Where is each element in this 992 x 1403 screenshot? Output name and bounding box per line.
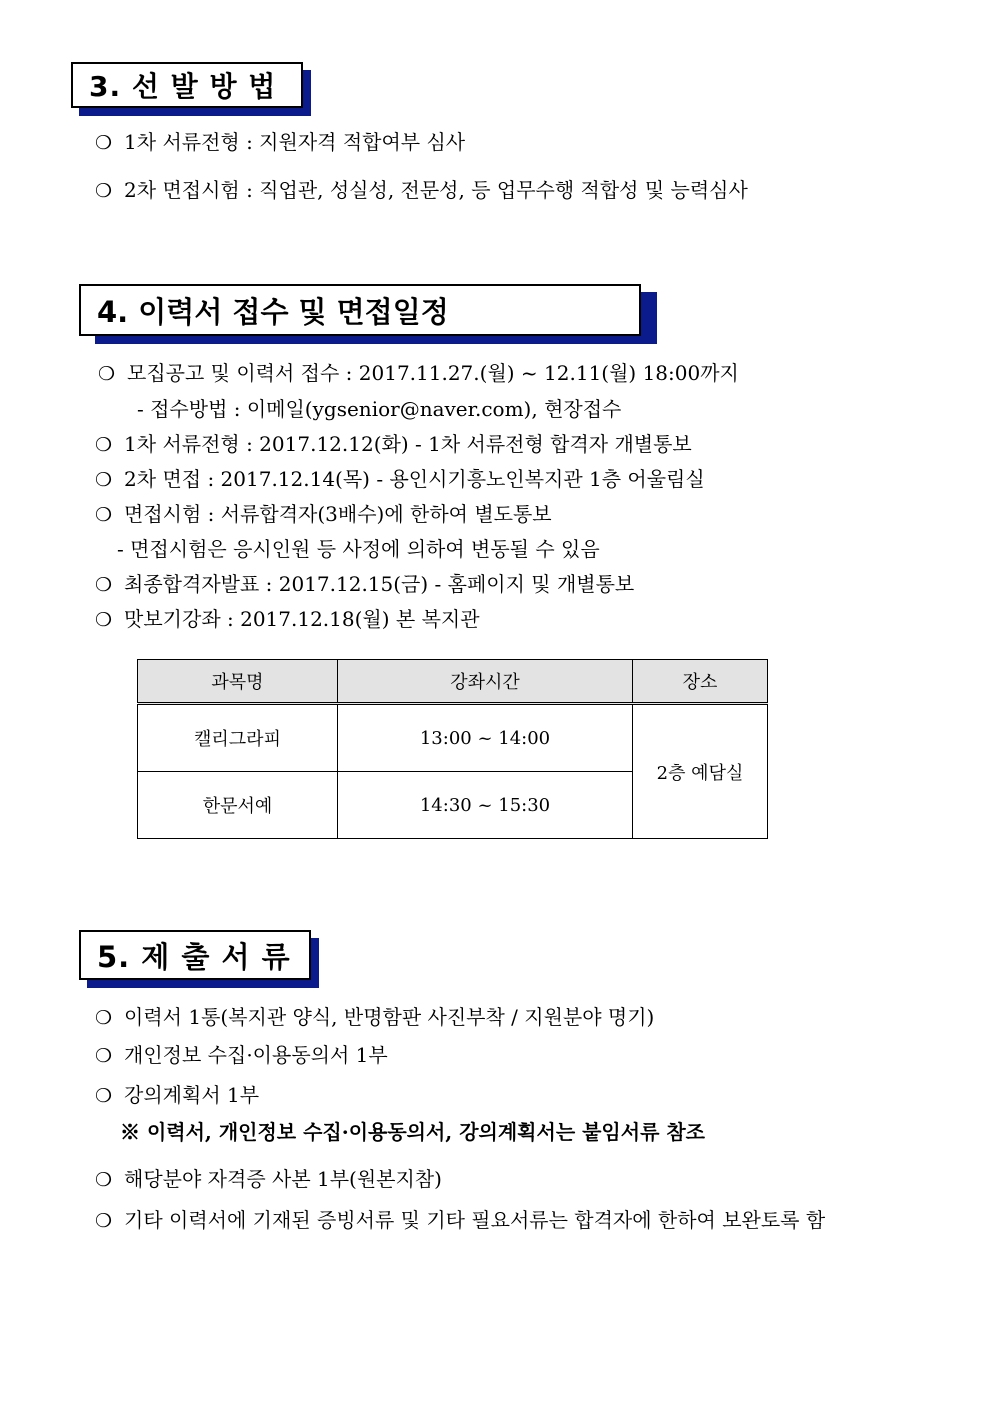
section5-item: ❍ 이력서 1통(복지관 양식, 반명함판 사진부착 / 지원분야 명기) [95, 1005, 655, 1029]
circle-bullet-icon: ❍ [95, 1007, 113, 1029]
section4-item: ❍ 2차 면접 : 2017.12.14(목) - 용인시기흥노인복지관 1층 어울림실 [95, 467, 705, 491]
circle-bullet-icon: ❍ [95, 1045, 113, 1067]
circle-bullet-icon: ❍ [95, 1085, 113, 1107]
section4-item: ❍ 맛보기강좌 : 2017.12.18(월) 본 복지관 [95, 607, 480, 631]
section5-item: ❍ 기타 이력서에 기재된 증빙서류 및 기타 필요서류는 합격자에 한하여 보완토록 함 [95, 1208, 826, 1232]
circle-bullet-icon: ❍ [95, 434, 113, 456]
section4-item: ❍ 1차 서류전형 : 2017.12.12(화) - 1차 서류전형 합격자 개별통보 [95, 432, 692, 456]
section3-title: 3. 선 발 방 법 [71, 62, 303, 108]
section5-item: ❍ 개인정보 수집·이용동의서 1부 [95, 1043, 388, 1067]
course-schedule-table [137, 659, 768, 839]
section4-item: ❍ 면접시험 : 서류합격자(3배수)에 한하여 별도통보 [95, 502, 552, 526]
circle-bullet-icon: ❍ [95, 469, 113, 491]
course-time: 14:30 ~ 15:30 [338, 772, 633, 839]
circle-bullet-icon: ❍ [95, 574, 113, 596]
header-course: 과목명 [138, 660, 338, 704]
section4-subitem: - 면접시험은 응시인원 등 사정에 의하여 변동될 수 있음 [117, 537, 600, 561]
section4-title: 4. 이력서 접수 및 면접일정 [79, 284, 641, 336]
circle-bullet-icon: ❍ [95, 504, 113, 526]
section5-title: 5. 제 출 서 류 [79, 930, 311, 980]
header-time: 강좌시간 [338, 660, 633, 704]
course-name: 한문서예 [138, 772, 338, 839]
section3-item: ❍ 1차 서류전형 : 지원자격 적합여부 심사 [95, 130, 466, 154]
circle-bullet-icon: ❍ [95, 1210, 113, 1232]
section5-item: ❍ 강의계획서 1부 [95, 1083, 260, 1107]
section4-subitem: - 접수방법 : 이메일(ygsenior@naver.com), 현장접수 [137, 397, 622, 421]
table-row [138, 704, 768, 772]
section5-note: ※ 이력서, 개인정보 수집·이용동의서, 강의계획서는 붙임서류 참조 [120, 1120, 705, 1144]
section5-item: ❍ 해당분야 자격증 사본 1부(원본지참) [95, 1167, 442, 1191]
circle-bullet-icon: ❍ [98, 363, 116, 385]
section3-item: ❍ 2차 면접시험 : 직업관, 성실성, 전문성, 등 업무수행 적합성 및 능력심사 [95, 178, 748, 202]
circle-bullet-icon: ❍ [95, 132, 113, 154]
table-header-row [138, 660, 768, 704]
section4-item: ❍ 모집공고 및 이력서 접수 : 2017.11.27.(월) ~ 12.11(월) 18:00까지 [98, 361, 739, 385]
circle-bullet-icon: ❍ [95, 180, 113, 202]
course-location: 2층 예담실 [633, 704, 768, 839]
course-time: 13:00 ~ 14:00 [338, 704, 633, 772]
circle-bullet-icon: ❍ [95, 609, 113, 631]
circle-bullet-icon: ❍ [95, 1169, 113, 1191]
section4-item: ❍ 최종합격자발표 : 2017.12.15(금) - 홈페이지 및 개별통보 [95, 572, 635, 596]
header-location: 장소 [633, 660, 768, 704]
course-name: 캘리그라피 [138, 704, 338, 772]
